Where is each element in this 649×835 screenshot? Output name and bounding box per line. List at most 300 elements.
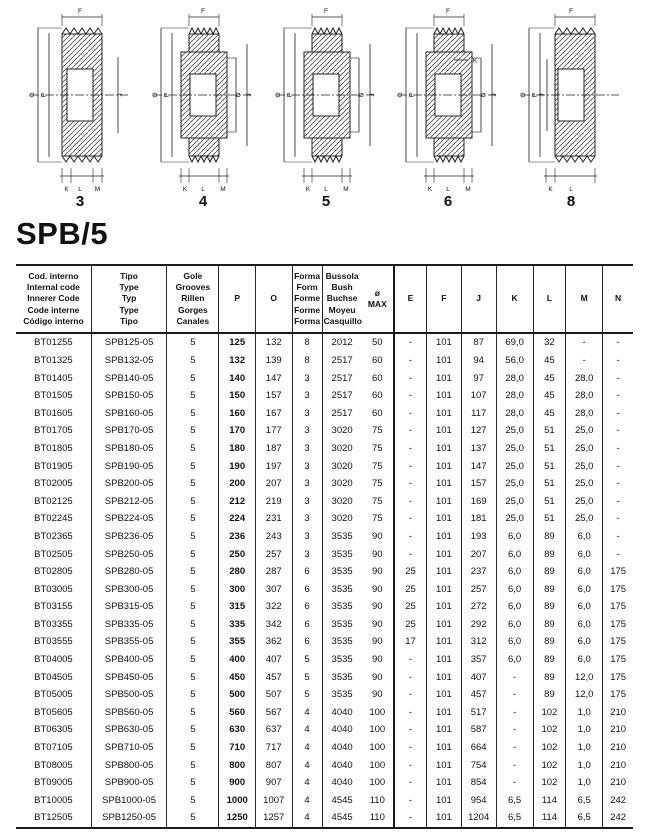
- svg-text:K: K: [548, 186, 553, 193]
- table-cell-dmax: 100: [362, 774, 394, 792]
- table-cell-P: 150: [219, 387, 256, 405]
- table-cell-type: SPB150-05: [91, 387, 166, 405]
- table-cell-E: 17: [394, 633, 426, 651]
- table-cell-E: -: [394, 545, 426, 563]
- table-cell-P: 224: [219, 510, 256, 528]
- table-cell-dmax: 60: [362, 404, 394, 422]
- table-cell-M: 6,0: [566, 616, 603, 634]
- svg-text:O: O: [397, 92, 405, 98]
- table-cell-L: 45: [533, 369, 565, 387]
- table-cell-O: 177: [255, 422, 292, 440]
- table-row: [16, 739, 633, 757]
- table-cell-code: BT04505: [16, 668, 91, 686]
- table-cell-O: 342: [255, 616, 292, 634]
- table-cell-O: 307: [255, 580, 292, 598]
- table-cell-J: 457: [461, 686, 496, 704]
- table-cell-J: 169: [461, 492, 496, 510]
- table-row: [16, 721, 633, 739]
- table-cell-P: 180: [219, 440, 256, 458]
- table-cell-F: 101: [427, 422, 462, 440]
- svg-text:J: J: [538, 93, 546, 97]
- table-cell-M: 12,0: [566, 686, 603, 704]
- table-cell-L: 32: [533, 333, 565, 352]
- table-cell-L: 51: [533, 510, 565, 528]
- table-cell-M: 25,0: [566, 440, 603, 458]
- table-cell-type: SPB1250-05: [91, 809, 166, 828]
- table-cell-F: 101: [427, 580, 462, 598]
- table-cell-M: 25,0: [566, 510, 603, 528]
- table-cell-O: 907: [255, 774, 292, 792]
- table-cell-N: -: [616, 407, 620, 419]
- table-row: [16, 563, 633, 581]
- table-cell-N: 175: [610, 689, 627, 701]
- table-cell-P: 630: [219, 721, 256, 739]
- table-cell-P: 132: [219, 352, 256, 370]
- table-cell-E: -: [394, 457, 426, 475]
- table-cell-J: 517: [461, 704, 496, 722]
- svg-text:8: 8: [566, 193, 576, 208]
- table-cell-dmax: 100: [362, 739, 394, 757]
- table-cell-K: 6,0: [496, 528, 533, 546]
- table-cell-K: 6,0: [496, 598, 533, 616]
- table-cell-F: 101: [427, 475, 462, 493]
- table-cell-dmax: 90: [362, 616, 394, 634]
- table-cell-N: -: [616, 548, 620, 560]
- pulley-cross-section: [264, 2, 386, 208]
- table-cell-L: 102: [533, 704, 565, 722]
- table-cell-J: 587: [461, 721, 496, 739]
- table-cell-E: -: [394, 422, 426, 440]
- table-cell-form: 8: [292, 352, 322, 370]
- table-cell-form: 3: [292, 528, 322, 546]
- table-cell-code: BT07105: [16, 739, 91, 757]
- table-cell-E: -: [394, 739, 426, 757]
- table-cell-K: 6,0: [496, 651, 533, 669]
- table-cell-M: -: [566, 333, 603, 352]
- table-cell-N: 175: [610, 566, 627, 578]
- table-cell-K: 28,0: [496, 404, 533, 422]
- table-cell-F: 101: [427, 616, 462, 634]
- table-cell-grooves: 5: [167, 510, 219, 528]
- table-row: [16, 404, 633, 422]
- table-cell-P: 450: [219, 668, 256, 686]
- table-cell-bush: 2517: [331, 390, 353, 402]
- table-cell-type: SPB280-05: [91, 563, 166, 581]
- table-cell-E: -: [394, 352, 426, 370]
- table-cell-L: 102: [533, 774, 565, 792]
- table-cell-F: 101: [427, 633, 462, 651]
- table-cell-type: SPB200-05: [91, 475, 166, 493]
- table-cell-grooves: 5: [167, 739, 219, 757]
- svg-text:J: J: [245, 93, 253, 97]
- table-cell-M: 6,0: [566, 563, 603, 581]
- table-cell-J: 137: [461, 440, 496, 458]
- table-row: [16, 528, 633, 546]
- column-header-M: M: [566, 265, 603, 333]
- table-cell-M: 25,0: [566, 492, 603, 510]
- table-cell-type: SPB335-05: [91, 616, 166, 634]
- table-cell-grooves: 5: [167, 774, 219, 792]
- table-cell-M: 6,0: [566, 598, 603, 616]
- table-cell-dmax: 100: [362, 704, 394, 722]
- table-cell-bush: 3535: [331, 548, 353, 560]
- table-cell-J: 754: [461, 756, 496, 774]
- table-cell-bush: 4040: [331, 777, 353, 789]
- table-cell-form: 6: [292, 580, 322, 598]
- table-cell-type: SPB1000-05: [91, 792, 166, 810]
- table-cell-dmax: 75: [362, 422, 394, 440]
- table-cell-J: 94: [461, 352, 496, 370]
- svg-text:M: M: [465, 186, 471, 193]
- table-cell-K: -: [496, 739, 533, 757]
- table-row: [16, 510, 633, 528]
- table-row: [16, 668, 633, 686]
- table-cell-L: 89: [533, 616, 565, 634]
- table-cell-dmax: 90: [362, 528, 394, 546]
- svg-text:O: O: [274, 92, 282, 98]
- pulley-cross-section: [18, 2, 140, 208]
- table-cell-E: -: [394, 387, 426, 405]
- table-cell-N: 175: [610, 654, 627, 666]
- table-cell-E: -: [394, 404, 426, 422]
- svg-text:P: P: [163, 92, 171, 98]
- svg-text:M: M: [220, 186, 226, 193]
- svg-text:K: K: [305, 186, 310, 193]
- table-cell-grooves: 5: [167, 422, 219, 440]
- svg-text:L: L: [200, 186, 205, 193]
- table-cell-O: 1007: [255, 792, 292, 810]
- pulley-cross-section: [386, 2, 508, 208]
- column-header-F: F: [427, 265, 462, 333]
- table-cell-K: -: [496, 774, 533, 792]
- table-cell-O: 457: [255, 668, 292, 686]
- table-cell-form: 3: [292, 387, 322, 405]
- table-cell-P: 140: [219, 369, 256, 387]
- table-cell-L: 51: [533, 440, 565, 458]
- table-cell-grooves: 5: [167, 404, 219, 422]
- table-cell-J: 127: [461, 422, 496, 440]
- table-cell-L: 89: [533, 633, 565, 651]
- table-cell-grooves: 5: [167, 686, 219, 704]
- table-cell-bush: 2517: [331, 372, 353, 384]
- table-cell-bush: 3020: [331, 513, 353, 525]
- table-cell-P: 190: [219, 457, 256, 475]
- pulley-diagram-form-5: [264, 2, 386, 208]
- table-cell-E: -: [394, 721, 426, 739]
- table-cell-L: 89: [533, 598, 565, 616]
- table-cell-P: 200: [219, 475, 256, 493]
- table-cell-dmax: 50: [362, 333, 394, 352]
- table-cell-dmax: 90: [362, 580, 394, 598]
- table-cell-K: 69,0: [496, 333, 533, 352]
- table-cell-O: 287: [255, 563, 292, 581]
- table-cell-P: 236: [219, 528, 256, 546]
- table-cell-code: BT02805: [16, 563, 91, 581]
- table-cell-dmax: 90: [362, 545, 394, 563]
- table-cell-P: 400: [219, 651, 256, 669]
- table-cell-code: BT03005: [16, 580, 91, 598]
- table-cell-bush: 3535: [331, 530, 353, 542]
- table-cell-N: -: [616, 478, 620, 490]
- table-row: [16, 704, 633, 722]
- table-cell-M: 1,0: [566, 704, 603, 722]
- table-cell-type: SPB710-05: [91, 739, 166, 757]
- svg-text:P: P: [286, 92, 293, 98]
- svg-text:6: 6: [444, 193, 453, 208]
- table-cell-O: 717: [255, 739, 292, 757]
- table-cell-P: 800: [219, 756, 256, 774]
- table-cell-N: 210: [610, 759, 627, 771]
- table-cell-F: 101: [427, 510, 462, 528]
- table-cell-M: 6,0: [566, 580, 603, 598]
- table-cell-O: 231: [255, 510, 292, 528]
- table-cell-N: -: [616, 513, 620, 525]
- page-title: SPB/5: [16, 216, 109, 251]
- table-cell-bush: 3535: [331, 654, 353, 666]
- table-cell-code: BT03155: [16, 598, 91, 616]
- table-row: [16, 792, 633, 810]
- table-cell-F: 101: [427, 545, 462, 563]
- table-cell-bush: 3535: [331, 601, 353, 613]
- svg-text:M: M: [342, 186, 349, 193]
- table-cell-M: 25,0: [566, 475, 603, 493]
- table-cell-grooves: 5: [167, 475, 219, 493]
- table-cell-M: 1,0: [566, 756, 603, 774]
- table-cell-K: 6,0: [496, 616, 533, 634]
- table-cell-P: 280: [219, 563, 256, 581]
- table-cell-bush: 3535: [331, 618, 353, 630]
- table-cell-type: SPB132-05: [91, 352, 166, 370]
- table-cell-O: 362: [255, 633, 292, 651]
- column-header-dmax: ø MAX: [362, 265, 394, 333]
- table-row: [16, 774, 633, 792]
- table-cell-code: BT01805: [16, 440, 91, 458]
- table-cell-N: 175: [610, 671, 627, 683]
- table-cell-J: 107: [461, 387, 496, 405]
- table-cell-bush: 3535: [331, 583, 353, 595]
- table-cell-M: 12,0: [566, 668, 603, 686]
- table-cell-M: 6,0: [566, 651, 603, 669]
- table-cell-type: SPB355-05: [91, 633, 166, 651]
- table-cell-type: SPB800-05: [91, 756, 166, 774]
- table-cell-grooves: 5: [167, 352, 219, 370]
- table-cell-grooves: 5: [167, 598, 219, 616]
- table-cell-L: 89: [533, 686, 565, 704]
- table-cell-M: 25,0: [566, 422, 603, 440]
- table-row: [16, 440, 633, 458]
- pulley-diagram-form-3: [18, 2, 140, 208]
- table-cell-form: 4: [292, 809, 322, 828]
- table-cell-L: 89: [533, 651, 565, 669]
- table-cell-type: SPB140-05: [91, 369, 166, 387]
- pulley-form-diagrams: [14, 2, 635, 208]
- table-row: [16, 598, 633, 616]
- table-cell-F: 101: [427, 774, 462, 792]
- table-cell-type: SPB630-05: [91, 721, 166, 739]
- table-cell-K: 6,0: [496, 633, 533, 651]
- table-cell-F: 101: [427, 721, 462, 739]
- table-cell-bush: 3535: [331, 689, 353, 701]
- table-cell-P: 500: [219, 686, 256, 704]
- table-cell-L: 102: [533, 721, 565, 739]
- table-cell-L: 89: [533, 563, 565, 581]
- table-cell-code: BT05605: [16, 704, 91, 722]
- table-cell-L: 45: [533, 352, 565, 370]
- table-row: [16, 352, 633, 370]
- table-cell-E: -: [394, 809, 426, 828]
- table-cell-F: 101: [427, 809, 462, 828]
- table-cell-N: -: [616, 442, 620, 454]
- table-cell-E: 25: [394, 598, 426, 616]
- svg-text:3: 3: [75, 193, 85, 208]
- pulley-diagram-form-6: [386, 2, 508, 208]
- table-cell-P: 900: [219, 774, 256, 792]
- table-cell-bush: 3535: [331, 671, 353, 683]
- table-row: [16, 686, 633, 704]
- table-cell-form: 3: [292, 440, 322, 458]
- table-cell-bush: 3535: [331, 566, 353, 578]
- table-cell-grooves: 5: [167, 457, 219, 475]
- table-cell-form: 3: [292, 369, 322, 387]
- table-cell-N: -: [616, 372, 620, 384]
- svg-text:F: F: [446, 8, 451, 15]
- table-cell-code: BT02245: [16, 510, 91, 528]
- table-cell-bush: 4040: [331, 759, 353, 771]
- table-cell-J: 357: [461, 651, 496, 669]
- table-row: [16, 616, 633, 634]
- table-cell-O: 507: [255, 686, 292, 704]
- table-cell-grooves: 5: [167, 440, 219, 458]
- table-cell-form: 4: [292, 704, 322, 722]
- table-cell-dmax: 90: [362, 686, 394, 704]
- table-cell-form: 6: [292, 598, 322, 616]
- table-cell-M: 28,0: [566, 369, 603, 387]
- table-cell-K: 6,5: [496, 792, 533, 810]
- table-cell-dmax: 90: [362, 668, 394, 686]
- table-cell-J: 664: [461, 739, 496, 757]
- table-cell-K: -: [496, 704, 533, 722]
- table-cell-dmax: 75: [362, 510, 394, 528]
- table-cell-P: 160: [219, 404, 256, 422]
- diagram-number: [321, 193, 329, 208]
- pulley-cross-section: [141, 2, 263, 208]
- table-cell-grooves: 5: [167, 616, 219, 634]
- svg-text:L: L: [323, 186, 328, 193]
- table-cell-E: -: [394, 792, 426, 810]
- table-row: [16, 545, 633, 563]
- table-cell-form: 4: [292, 774, 322, 792]
- table-cell-N: -: [616, 425, 620, 437]
- table-cell-form: 3: [292, 545, 322, 563]
- table-cell-type: SPB300-05: [91, 580, 166, 598]
- table-cell-bush: 4545: [331, 794, 353, 806]
- table-cell-O: 167: [255, 404, 292, 422]
- column-header-code: Cod. interno Internal code Innerer Code Code interne Código interno: [16, 265, 91, 333]
- table-cell-J: 854: [461, 774, 496, 792]
- table-cell-K: -: [496, 721, 533, 739]
- table-cell-code: BT02365: [16, 528, 91, 546]
- table-cell-grooves: 5: [167, 387, 219, 405]
- table-cell-E: -: [394, 528, 426, 546]
- svg-text:N: N: [480, 92, 488, 98]
- svg-text:F: F: [323, 8, 328, 15]
- table-cell-P: 335: [219, 616, 256, 634]
- table-cell-dmax: 90: [362, 633, 394, 651]
- table-cell-M: 6,5: [566, 809, 603, 828]
- table-cell-grooves: 5: [167, 651, 219, 669]
- table-cell-O: 257: [255, 545, 292, 563]
- table-cell-P: 1250: [219, 809, 256, 828]
- table-cell-code: BT01505: [16, 387, 91, 405]
- table-cell-bush: 3020: [331, 425, 353, 437]
- table-cell-grooves: 5: [167, 545, 219, 563]
- table-cell-form: 5: [292, 668, 322, 686]
- table-cell-J: 87: [461, 333, 496, 352]
- table-cell-M: 1,0: [566, 721, 603, 739]
- table-cell-P: 300: [219, 580, 256, 598]
- table-cell-J: 157: [461, 475, 496, 493]
- table-cell-L: 89: [533, 580, 565, 598]
- table-cell-K: 6,0: [496, 580, 533, 598]
- table-cell-K: 25,0: [496, 457, 533, 475]
- table-cell-dmax: 100: [362, 721, 394, 739]
- table-cell-J: 954: [461, 792, 496, 810]
- table-cell-grooves: 5: [167, 333, 219, 352]
- table-cell-M: 6,0: [566, 528, 603, 546]
- table-cell-dmax: 60: [362, 352, 394, 370]
- table-cell-type: SPB160-05: [91, 404, 166, 422]
- table-cell-grooves: 5: [167, 580, 219, 598]
- table-cell-N: 175: [610, 636, 627, 648]
- table-cell-L: 102: [533, 756, 565, 774]
- table-cell-dmax: 90: [362, 563, 394, 581]
- table-cell-K: -: [496, 686, 533, 704]
- table-cell-K: -: [496, 756, 533, 774]
- table-cell-L: 89: [533, 668, 565, 686]
- table-cell-P: 170: [219, 422, 256, 440]
- table-cell-type: SPB170-05: [91, 422, 166, 440]
- table-cell-K: 25,0: [496, 510, 533, 528]
- table-cell-grooves: 5: [167, 492, 219, 510]
- table-cell-form: 4: [292, 792, 322, 810]
- table-cell-code: BT01905: [16, 457, 91, 475]
- table-cell-F: 101: [427, 333, 462, 352]
- table-cell-L: 89: [533, 528, 565, 546]
- table-cell-N: 210: [610, 742, 627, 754]
- table-cell-grooves: 5: [167, 633, 219, 651]
- table-cell-type: SPB450-05: [91, 668, 166, 686]
- table-cell-code: BT04005: [16, 651, 91, 669]
- header-row: [16, 265, 633, 333]
- table-cell-type: SPB315-05: [91, 598, 166, 616]
- table-cell-O: 243: [255, 528, 292, 546]
- table-cell-grooves: 5: [167, 528, 219, 546]
- table-cell-form: 3: [292, 404, 322, 422]
- column-header-type: Tipo Type Typ Type Tipo: [91, 265, 166, 333]
- svg-text:O: O: [151, 92, 159, 98]
- table-cell-E: -: [394, 510, 426, 528]
- table-cell-O: 637: [255, 721, 292, 739]
- svg-text:J: J: [491, 93, 499, 97]
- table-cell-J: 117: [461, 404, 496, 422]
- table-cell-N: 175: [610, 601, 627, 613]
- table-cell-grooves: 5: [167, 369, 219, 387]
- svg-text:L: L: [446, 186, 451, 193]
- table-cell-J: 292: [461, 616, 496, 634]
- table-cell-K: 28,0: [496, 387, 533, 405]
- table-row: [16, 492, 633, 510]
- svg-text:K: K: [182, 186, 187, 193]
